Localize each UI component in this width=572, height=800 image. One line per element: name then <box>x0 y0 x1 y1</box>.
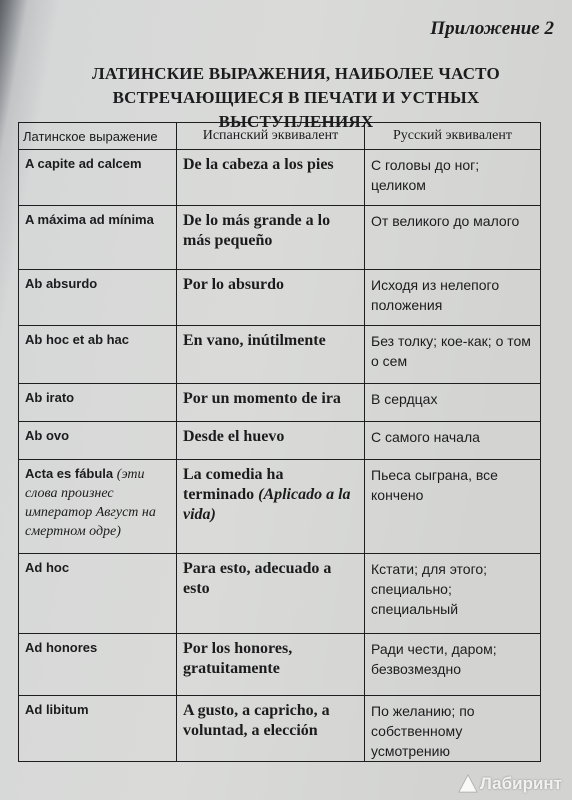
appendix-label: Приложение 2 <box>430 18 554 39</box>
table-row <box>19 696 541 762</box>
russian-cell: Пьеса сыграна, все кончено <box>365 460 541 554</box>
title-line-1: ЛАТИНСКИЕ ВЫРАЖЕНИЯ, НАИБОЛЕЕ ЧАСТО <box>92 64 500 83</box>
spanish-phrase: La comedia ha terminado <box>183 466 284 503</box>
header-russian: Русский эквивалент <box>365 123 541 150</box>
labirint-logo-icon <box>458 774 478 794</box>
title-line-2: ВСТРЕЧАЮЩИЕСЯ В ПЕЧАТИ И УСТНЫХ ВЫСТУПЛЕНИЯХ <box>112 88 480 131</box>
russian-cell: Кстати; для этого; специально; специальный <box>365 554 541 634</box>
latin-cell: Ab irato <box>19 384 177 422</box>
latin-cell: Ad libitum <box>19 696 177 762</box>
spanish-note: (Aplicado a la vida) <box>183 486 351 523</box>
header-spanish: Испанский эквивалент <box>177 123 365 150</box>
latin-cell: A capite ad calcem <box>19 150 177 206</box>
russian-cell: По желанию; по собственному усмотрению <box>365 696 541 762</box>
table-row <box>19 270 541 326</box>
russian-cell: Ради чести, даром; безвозмездно <box>365 634 541 696</box>
header-latin: Латинское выражение <box>19 123 177 150</box>
russian-cell: От великого до малого <box>365 206 541 270</box>
labirint-watermark <box>458 774 562 794</box>
latin-note: (эти слова произнес император Август на смертном одре) <box>25 467 156 539</box>
spanish-cell: Por los honores, gratuitamente <box>177 634 365 696</box>
latin-cell: Ab ovo <box>19 422 177 460</box>
table-row <box>19 206 541 270</box>
latin-cell: A máxima ad mínima <box>19 206 177 270</box>
latin-expressions-table <box>18 122 541 762</box>
russian-cell: В сердцах <box>365 384 541 422</box>
latin-cell <box>19 460 177 554</box>
latin-cell: Ab hoc et ab hac <box>19 326 177 384</box>
spanish-cell: De lo más grande a lo más pequeño <box>177 206 365 270</box>
spanish-cell: A gusto, a capricho, a voluntad, a elección <box>177 696 365 762</box>
table-row <box>19 422 541 460</box>
table-row <box>19 460 541 554</box>
table-row <box>19 326 541 384</box>
table-row <box>19 384 541 422</box>
spanish-cell: Desde el huevo <box>177 422 365 460</box>
spanish-cell: En vano, inútilmente <box>177 326 365 384</box>
russian-cell: Без толку; кое-как; о том о сем <box>365 326 541 384</box>
spanish-cell: De la cabeza a los pies <box>177 150 365 206</box>
latin-cell: Ad hoc <box>19 554 177 634</box>
spanish-cell: Por lo absurdo <box>177 270 365 326</box>
spanish-cell: Por un momento de ira <box>177 384 365 422</box>
russian-cell: С головы до ног; целиком <box>365 150 541 206</box>
table-header-row <box>19 123 541 150</box>
table-row <box>19 634 541 696</box>
spanish-cell: Para esto, adecuado a esto <box>177 554 365 634</box>
latin-cell: Ab absurdo <box>19 270 177 326</box>
table-row <box>19 150 541 206</box>
russian-cell: С самого начала <box>365 422 541 460</box>
russian-cell: Исходя из нелепого положения <box>365 270 541 326</box>
spanish-cell <box>177 460 365 554</box>
table-row <box>19 554 541 634</box>
watermark-text: Лабиринт <box>479 774 562 793</box>
latin-cell: Ad honores <box>19 634 177 696</box>
latin-phrase: Acta es fábula <box>25 466 114 481</box>
